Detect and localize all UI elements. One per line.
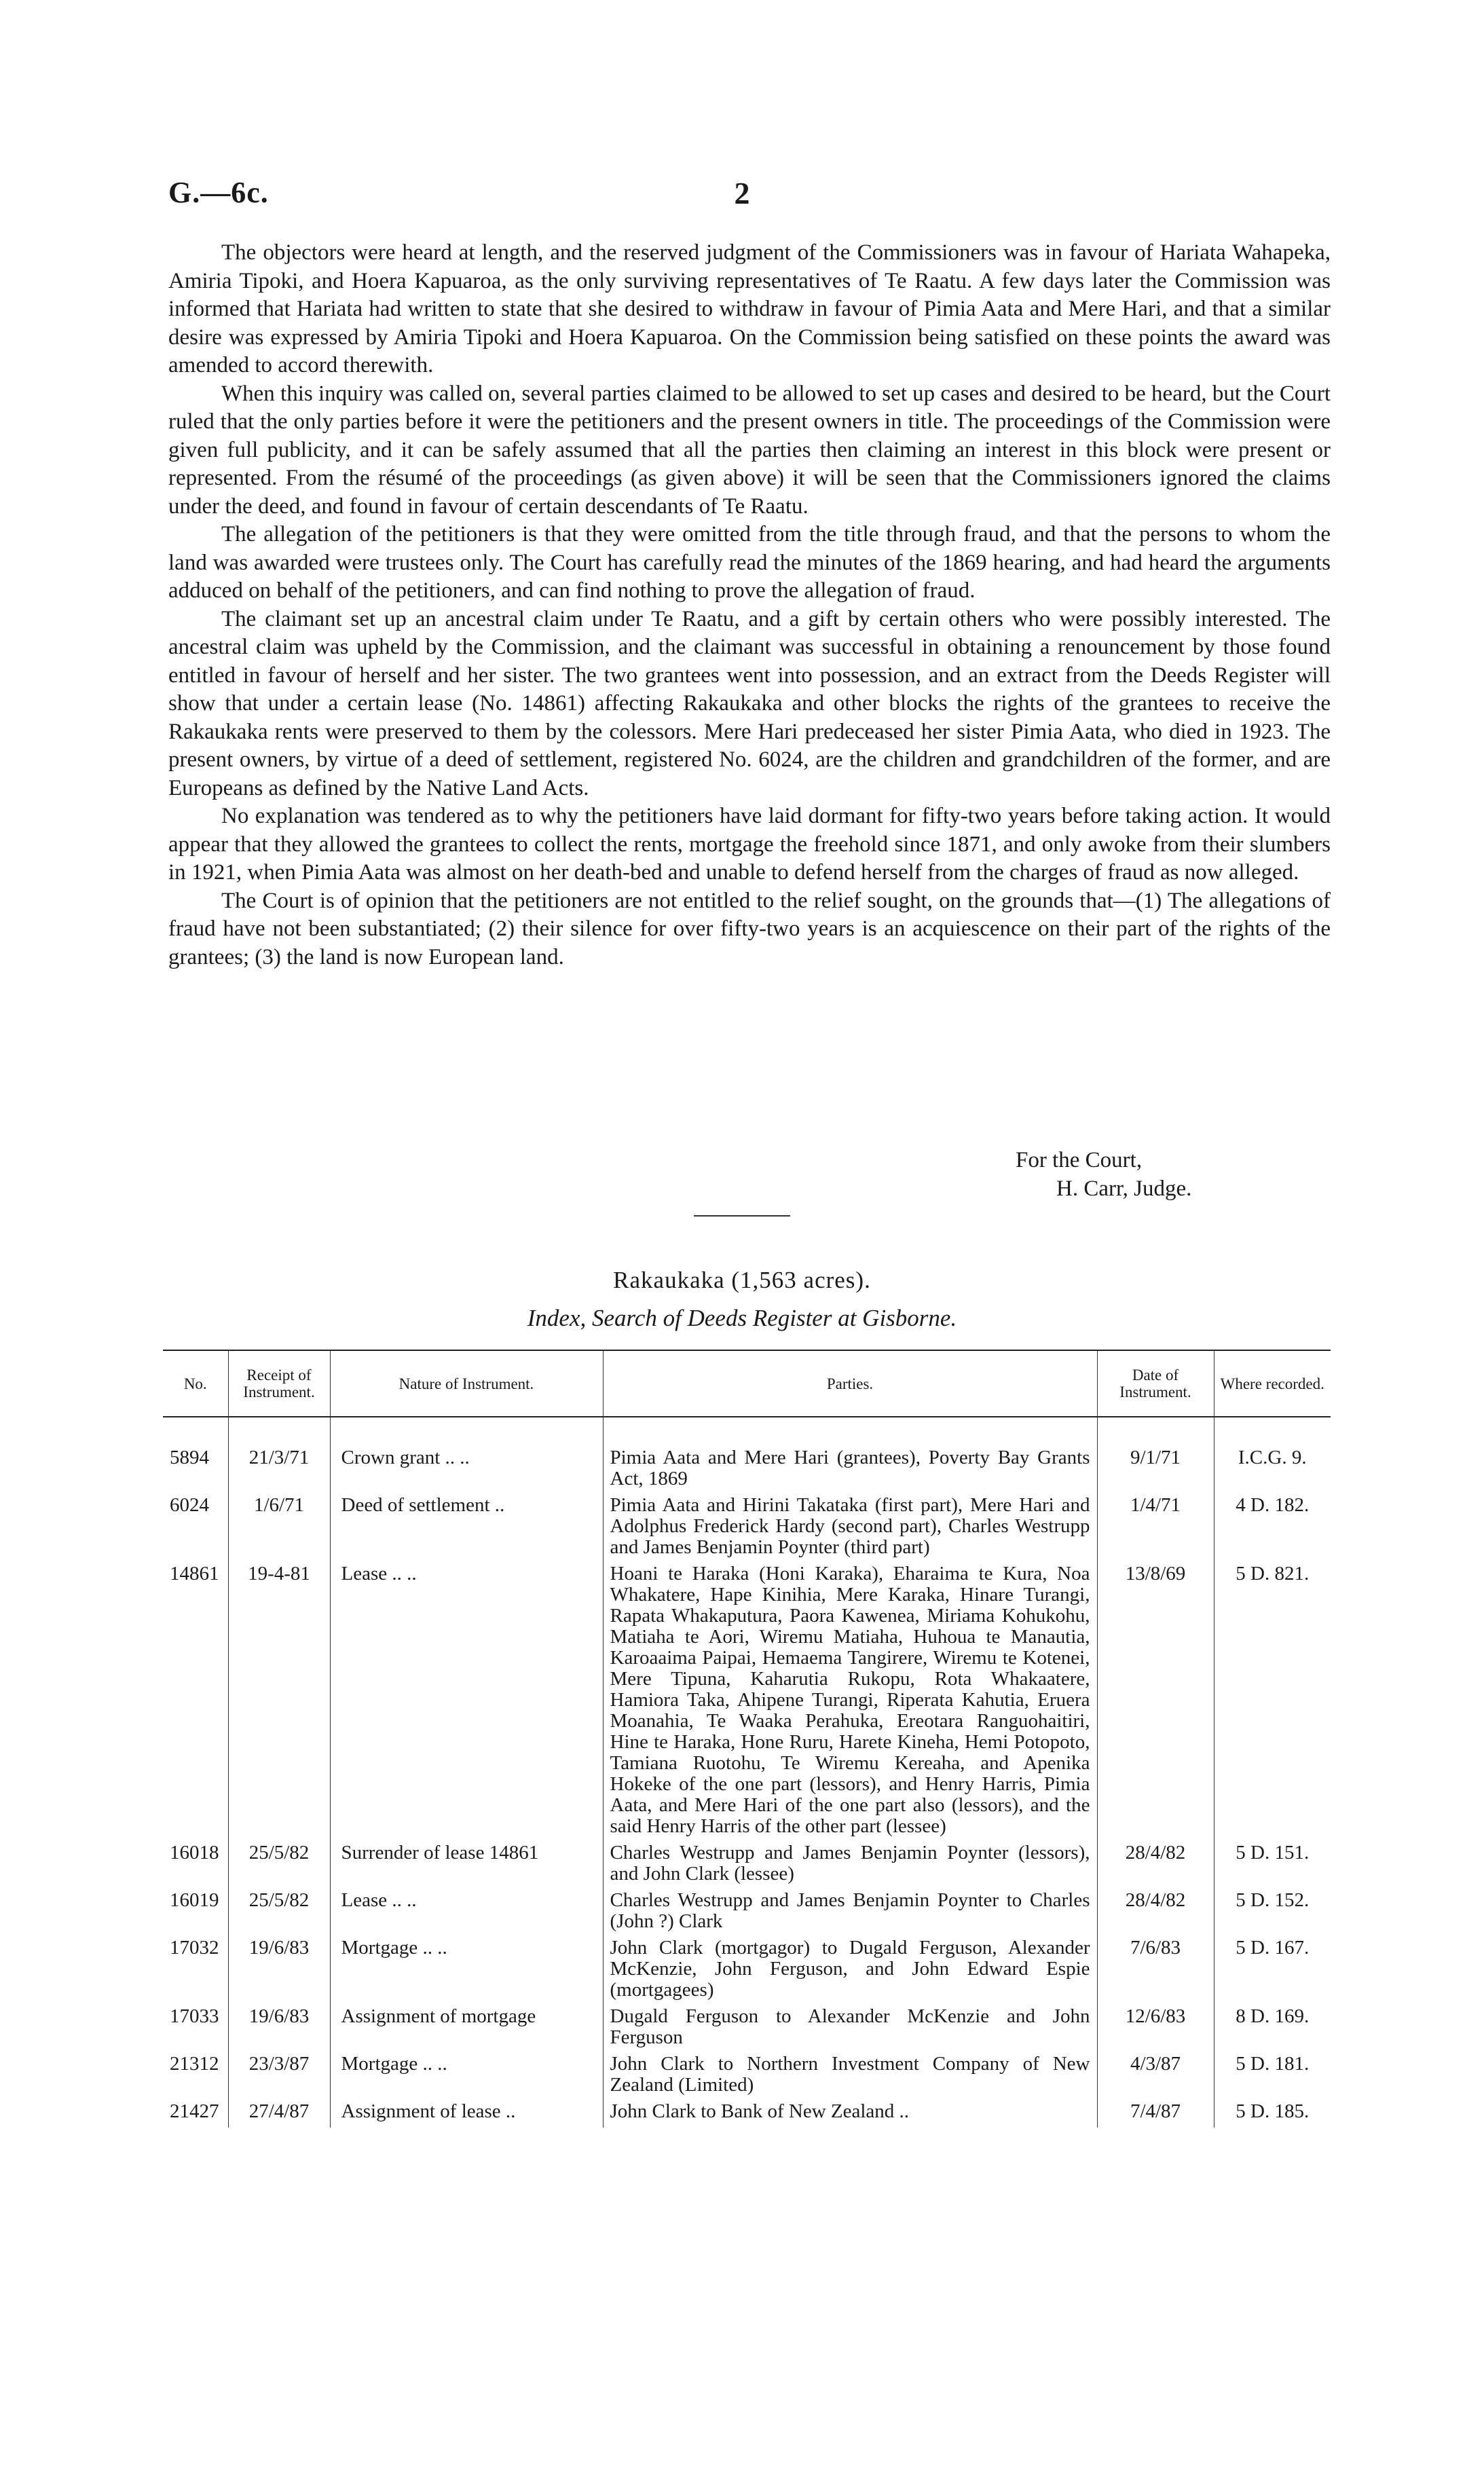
column-header-no: No. — [163, 1350, 228, 1417]
column-header-receipt: Receipt of Instrument. — [228, 1350, 330, 1417]
paragraph: The claimant set up an ancestral claim under Te Raatu, and a gift by certain others who were possibly interested. The ancestral claim was upheld by the Commission, and the claimant was successful in obtaining a renouncement by those found entitled in favour of herself and her sister. The two grantees went into possession, and an extract from the Deeds Register will show that under a certain lease (No. 14861) affecting Rakaukaka and other blocks the rights of the grantees to receive the Rakaukaka rents were preserved to them by the colessors. Mere Hari predeceased her sister Pimia Aata, who died in 1923. The present owners, by virtue of a deed of settlement, registered No. 6024, are the children and grandchildren of the former, and are Europeans as defined by the Native Land Acts. — [168, 606, 1331, 800]
cell-where: 5 D. 152. — [1214, 1890, 1331, 1937]
cell-where: 5 D. 821. — [1214, 1563, 1331, 1842]
cell-nature: Assignment of lease .. — [330, 2101, 603, 2128]
cell-parties: John Clark to Bank of New Zealand .. — [603, 2101, 1097, 2128]
cell-parties: Pimia Aata and Mere Hari (grantees), Poverty Bay Grants Act, 1869 — [603, 1447, 1097, 1495]
cell-parties: Charles Westrupp and James Benjamin Poynter to Charles (John ?) Clark — [603, 1890, 1097, 1937]
judgment-text — [168, 239, 1331, 971]
document-code: G.—6c. — [168, 176, 269, 209]
table-row — [163, 1563, 1331, 1842]
cell-no: 5894 — [170, 1447, 209, 1468]
cell-date: 28/4/82 — [1097, 1890, 1214, 1937]
paragraph: The objectors were heard at length, and the reserved judgment of the Commissioners was in favour of Hariata Wahapeka, Amiria Tipoki, and Hoera Kapuaroa, as the only surviving representatives of Te Raatu. A few days later the Commission was informed that Hariata had written to state that she desired to withdraw in favour of Pimia Aata and Mere Hari, and that a similar desire was expressed by Amiria Tipoki and Hoera Kapuaroa. On the Commission being satisfied on these points the award was amended to accord therewith. — [168, 240, 1331, 377]
cell-receipt: 1/6/71 — [228, 1495, 330, 1563]
column-header-where: Where recorded. — [1214, 1350, 1331, 1417]
cell-where: I.C.G. 9. — [1214, 1447, 1331, 1495]
cell-nature: Mortgage .. .. — [330, 2054, 603, 2101]
table-row — [163, 1842, 1331, 1890]
cell-where: 5 D. 181. — [1214, 2054, 1331, 2101]
cell-where: 5 D. 167. — [1214, 1937, 1331, 2006]
cell-date: 1/4/71 — [1097, 1495, 1214, 1563]
cell-receipt: 27/4/87 — [228, 2101, 330, 2128]
table-row — [163, 1495, 1331, 1563]
column-header-nature: Nature of Instrument. — [330, 1350, 603, 1417]
column-header-date: Date of Instrument. — [1097, 1350, 1214, 1417]
cell-no: 16019 — [170, 1889, 219, 1911]
cell-parties: Pimia Aata and Hirini Takataka (first part), Mere Hari and Adolphus Frederick Hardy (second part), Charles Westrupp and James Benjamin Poynter (third part) — [603, 1495, 1097, 1563]
cell-no: 6024 — [170, 1494, 209, 1516]
cell-no: 16018 — [170, 1842, 219, 1863]
paragraph: When this inquiry was called on, several parties claimed to be allowed to set up cases and desired to be heard, but the Court ruled that the only parties before it were the petitioners and the present owners in title. The proceedings of the Commission were given full publicity, and it can be safely assumed that all the parties then claiming an interest in this block were present or represented. From the résumé of the proceedings (as given above) it will be seen that the Commissioners ignored the claims under the deed, and found in favour of certain descendants of Te Raatu. — [168, 381, 1331, 519]
cell-no: 17032 — [170, 1937, 219, 1959]
table-row — [163, 1447, 1331, 1495]
cell-no: 14861 — [170, 1563, 219, 1584]
cell-parties: John Clark (mortgagor) to Dugald Ferguson, Alexander McKenzie, John Ferguson, and John Edward Espie (mortgagees) — [603, 1937, 1097, 2006]
cell-date: 4/3/87 — [1097, 2054, 1214, 2101]
cell-where: 5 D. 185. — [1214, 2101, 1331, 2128]
table-spacer — [163, 1417, 1331, 1447]
cell-date: 12/6/83 — [1097, 2006, 1214, 2054]
table-row — [163, 1890, 1331, 1937]
cell-nature: Surrender of lease 14861 — [330, 1842, 603, 1890]
paragraph: The allegation of the petitioners is that they were omitted from the title through fraud, and that the persons to whom the land was awarded were trustees only. The Court has carefully read the minutes of the 1869 hearing, and had heard the arguments adduced on behalf of the petitioners, and can find nothing to prove the allegation of fraud. — [168, 522, 1331, 603]
cell-nature: Lease .. .. — [330, 1563, 603, 1842]
cell-no: 17033 — [170, 2005, 219, 2027]
cell-receipt: 19/6/83 — [228, 1937, 330, 2006]
cell-receipt: 21/3/71 — [228, 1447, 330, 1495]
cell-receipt: 19-4-81 — [228, 1563, 330, 1842]
judge-name: H. Carr, Judge. — [1056, 1176, 1192, 1201]
cell-nature: Crown grant .. .. — [330, 1447, 603, 1495]
page-number: 2 — [734, 176, 750, 210]
table-row — [163, 2054, 1331, 2101]
cell-date: 7/4/87 — [1097, 2101, 1214, 2128]
cell-date: 7/6/83 — [1097, 1937, 1214, 2006]
page-header — [168, 175, 1316, 216]
cell-where: 4 D. 182. — [1214, 1495, 1331, 1563]
cell-nature: Lease .. .. — [330, 1890, 603, 1937]
cell-receipt: 25/5/82 — [228, 1890, 330, 1937]
cell-where: 8 D. 169. — [1214, 2006, 1331, 2054]
cell-date: 28/4/82 — [1097, 1842, 1214, 1890]
table-row — [163, 2006, 1331, 2054]
cell-parties: Charles Westrupp and James Benjamin Poynter (lessors), and John Clark (lessee) — [603, 1842, 1097, 1890]
paragraph: No explanation was tendered as to why the petitioners have laid dormant for fifty-two years before taking action. It would appear that they allowed the grantees to collect the rents, mortgage the freehold since 1871, and only awoke from their slumbers in 1921, when Pimia Aata was almost on her death-bed and unable to defend herself from the charges of fraud as now alleged. — [168, 804, 1331, 885]
cell-date: 9/1/71 — [1097, 1447, 1214, 1495]
column-header-parties: Parties. — [603, 1350, 1097, 1417]
signature-line: For the Court, — [1016, 1148, 1143, 1172]
cell-parties: Hoani te Haraka (Honi Karaka), Eharaima te Kura, Noa Whakatere, Hape Kinihia, Mere Karaka, Hinare Turangi, Rapata Whakaputura, Paora Kawenea, Miriama Kohukohu, Matiaha te Aori, Wiremu Matiaha, Huhoua te Manautia, Karoaaima Paipai, Hemaema Tangirere, Wiremu te Kotenei, Mere Tipuna, Kaharutia Rukopu, Rota Whakaatere, Hamiora Taka, Ahipene Turangi, Riperata Kahutia, Eruera Moanahia, Te Waaka Perahuka, Ereotara Ranguohaitiri, Hine te Haraka, Hone Ruru, Harete Kineha, Hemi Potopoto, Tamiana Ruotohu, Te Wiremu Kereaha, and Apenika Hokeke of the one part (lessors), and Henry Harris, Pimia Aata, and Mere Hari of the one part also (lessors), and the said Henry Harris of the other part (lessee) — [603, 1563, 1097, 1842]
table-subtitle: Index, Search of Deeds Register at Gisborne. — [527, 1305, 957, 1331]
cell-nature: Assignment of mortgage — [330, 2006, 603, 2054]
deeds-index-table — [163, 1350, 1331, 2128]
cell-no: 21312 — [170, 2053, 219, 2075]
cell-receipt: 19/6/83 — [228, 2006, 330, 2054]
cell-nature: Mortgage .. .. — [330, 1937, 603, 2006]
table-header-row — [163, 1350, 1331, 1417]
table-row — [163, 2101, 1331, 2128]
cell-where: 5 D. 151. — [1214, 1842, 1331, 1890]
cell-parties: John Clark to Northern Investment Company of New Zealand (Limited) — [603, 2054, 1097, 2101]
cell-no: 21427 — [170, 2100, 219, 2122]
signature-block — [1005, 1146, 1290, 1203]
section-divider — [694, 1215, 790, 1217]
cell-date: 13/8/69 — [1097, 1563, 1214, 1842]
cell-nature: Deed of settlement .. — [330, 1495, 603, 1563]
cell-parties: Dugald Ferguson to Alexander McKenzie and John Ferguson — [603, 2006, 1097, 2054]
cell-receipt: 25/5/82 — [228, 1842, 330, 1890]
table-title: Rakaukaka (1,563 acres). — [613, 1267, 871, 1293]
paragraph: The Court is of opinion that the petitioners are not entitled to the relief sought, on the grounds that—(1) The allegations of fraud have not been substantiated; (2) their silence for over fifty-two years is an acquiescence on their part of the rights of the grantees; (3) the land is now European land. — [168, 888, 1331, 969]
cell-receipt: 23/3/87 — [228, 2054, 330, 2101]
table-row — [163, 1937, 1331, 2006]
